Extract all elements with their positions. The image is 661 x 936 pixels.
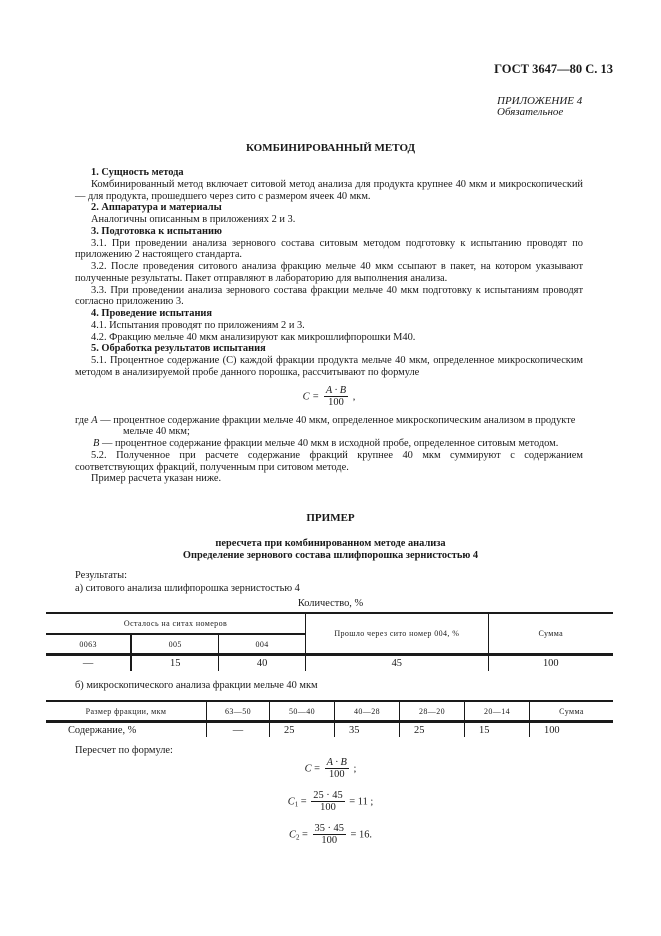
section-4-heading: 4. Проведение испытания	[91, 308, 213, 319]
definition-a-continued: мельче 40 мкм;	[123, 426, 190, 438]
section-3-heading: 3. Подготовка к испытанию	[91, 225, 222, 237]
sieve-header-2: 004	[219, 634, 306, 655]
formula-c1: $C_1$ = $\frac{25 \cdot 45}{100}$ = 11 ;	[287, 790, 374, 813]
table-header-row	[46, 701, 613, 722]
formula-denominator: 100	[328, 769, 345, 780]
definition-a	[75, 415, 583, 427]
formula-denominator: 100	[321, 835, 338, 846]
cell-range-4: 25	[400, 722, 465, 738]
formula-denominator: 100	[320, 802, 336, 813]
formula-numerator: 35 · 45	[314, 823, 344, 834]
formula-fraction	[324, 385, 348, 409]
row-label: Содержание, %	[68, 724, 137, 736]
section-2-text: Аналогичны описанным в приложениях 2 и 3.	[91, 214, 296, 225]
appendix-number: ПРИЛОЖЕНИЕ 4	[497, 95, 583, 107]
table-row	[46, 655, 613, 672]
paragraph-5-1: 5.1. Процентное содержание (С) каждой фракции продукта мельче 40 мкм, определенное микроскопическим методом в анализируемой пробе данного порошка, рассчитывают по формуле	[75, 355, 583, 378]
cell-range-1: —	[207, 722, 270, 738]
formula-lhs: C =	[302, 390, 320, 402]
variable-definitions	[75, 415, 583, 450]
sum-header: Сумма	[488, 613, 613, 655]
section-5-heading: 5. Обработка результатов испытания	[91, 343, 266, 355]
sieve-value-0: —	[82, 658, 94, 669]
formula-rhs: = 11 ;	[349, 796, 374, 808]
example-subtitle-line-2: Определение зернового состава шлифпорошка зернистостью 4	[182, 549, 479, 561]
group-header: Осталось на ситах номеров	[46, 613, 306, 634]
section-1-heading: 1. Сущность метода	[91, 167, 184, 178]
formula-lhs: C	[289, 829, 296, 841]
where-prefix: где	[75, 414, 89, 426]
formula-lhs: C	[304, 763, 312, 775]
example-subtitle	[0, 538, 661, 561]
sieve-value-2: 40	[219, 655, 306, 672]
cell-range-3: 35	[335, 722, 400, 738]
formula-general: C = $\frac{A \cdot B}{100}$ ;	[304, 757, 357, 780]
formula-numerator: A · B	[326, 757, 347, 768]
table-row	[46, 722, 613, 738]
page-title: КОМБИНИРОВАННЫЙ МЕТОД	[245, 142, 416, 154]
definition-a-text: — процентное содержание фракции мельче 40 мкм, определенное микроскопическим анализом в продукте	[100, 414, 576, 426]
sieve-header-0: 0063	[79, 639, 97, 649]
formula-fraction	[313, 823, 346, 847]
formula-fraction	[311, 790, 344, 814]
item-a-label: а) ситового анализа шлифпорошка зернистостью 4	[75, 582, 300, 594]
header-range-5: 20—14	[465, 701, 530, 722]
item-b-label: б) микроскопического анализа фракции мельче 40 мкм	[75, 680, 318, 691]
results-intro	[75, 570, 300, 595]
header-fraction-size: Размер фракции, мкм	[85, 706, 167, 716]
section-2-heading: 2. Аппаратура и материалы	[91, 202, 222, 214]
cell-range-2: 25	[270, 722, 335, 738]
sieve-header-1: 005	[131, 634, 218, 655]
appendix-label	[497, 96, 582, 118]
example-title: ПРИМЕР	[306, 512, 355, 524]
results-label: Результаты:	[75, 570, 127, 581]
paragraph-3-3: 3.3. При проведении анализа зернового состава фракции мельче 40 мкм подготовку к испытаниям проводят согласно приложению 3.	[75, 284, 583, 308]
passed-value: 45	[306, 655, 489, 672]
formula-rhs: = 16.	[350, 829, 372, 841]
recalc-formulas	[0, 757, 661, 856]
formula-lhs: C	[287, 796, 295, 808]
recalc-label: Пересчет по формуле:	[75, 745, 173, 756]
example-note: Пример расчета указан ниже.	[91, 473, 222, 485]
formula-tail: ,	[352, 390, 356, 402]
header-range-4: 28—20	[400, 701, 465, 722]
example-subtitle-line-1: пересчета при комбинированном методе анализа	[215, 538, 446, 549]
header-sum: Сумма	[530, 701, 614, 722]
header-range-3: 40—28	[335, 701, 400, 722]
section-1-text: Комбинированный метод включает ситовой метод анализа для продукта крупнее 40 мкм и микроскопический — для продукта, прошедшего через сито с размером ячеек 40 мкм.	[75, 178, 583, 202]
formula-rhs: ;	[353, 763, 357, 775]
method-body	[75, 167, 583, 485]
sieve-analysis-table	[46, 612, 613, 671]
microscopic-analysis-table	[46, 700, 613, 737]
formula-subscript: 1	[294, 800, 299, 809]
paragraph-4-2: 4.2. Фракцию мельче 40 мкм анализируют как микрошлифпорошки М40.	[91, 331, 416, 343]
formula-numerator: A · B	[325, 384, 347, 396]
appendix-status: Обязательное	[497, 106, 564, 118]
definition-b	[75, 438, 583, 450]
formula-fraction	[325, 757, 349, 781]
cell-range-5: 15	[465, 722, 530, 738]
quantity-label: Количество, %	[297, 598, 364, 609]
formula-denominator: 100	[328, 396, 344, 408]
paragraph-4-1: 4.1. Испытания проводят по приложениям 2 и 3.	[91, 319, 305, 331]
main-formula	[75, 379, 583, 415]
formula-numerator: 25 · 45	[313, 790, 343, 801]
cell-sum: 100	[530, 722, 614, 738]
formula-c2: $C_2$ = $\frac{35 \cdot 45}{100}$ = 16.	[289, 823, 372, 846]
sieve-value-1: 15	[131, 655, 218, 672]
paragraph-3-2: 3.2. После проведения ситового анализа фракцию мельче 40 мкм ссыпают в пакет, на котором указывают полученные результаты. Пакет отправляют в лабораторию для выполнения анализа.	[75, 261, 583, 284]
variable-b: B	[93, 438, 100, 449]
paragraph-3-1: 3.1. При проведении анализа зернового состава ситовым методом подготовку к испытанию проводят по приложению 2 настоящего стандарта.	[75, 237, 583, 261]
header-range-2: 50—40	[270, 701, 335, 722]
passed-header: Прошло через сито номер 004, %	[306, 613, 489, 655]
formula-subscript: 2	[295, 833, 300, 842]
paragraph-5-2: 5.2. Полученное при расчете содержание фракций крупнее 40 мкм суммируют с содержанием соответствующих фракций, полученным при ситовом методе.	[75, 449, 583, 473]
header-range-1: 63—50	[207, 701, 270, 722]
variable-a: A	[91, 414, 98, 426]
document-reference: ГОСТ 3647—80 С. 13	[494, 62, 613, 76]
sum-value: 100	[488, 655, 613, 672]
definition-b-text: — процентное содержание фракции мельче 40 мкм в исходной пробе, определенное ситовым методом.	[101, 438, 559, 449]
